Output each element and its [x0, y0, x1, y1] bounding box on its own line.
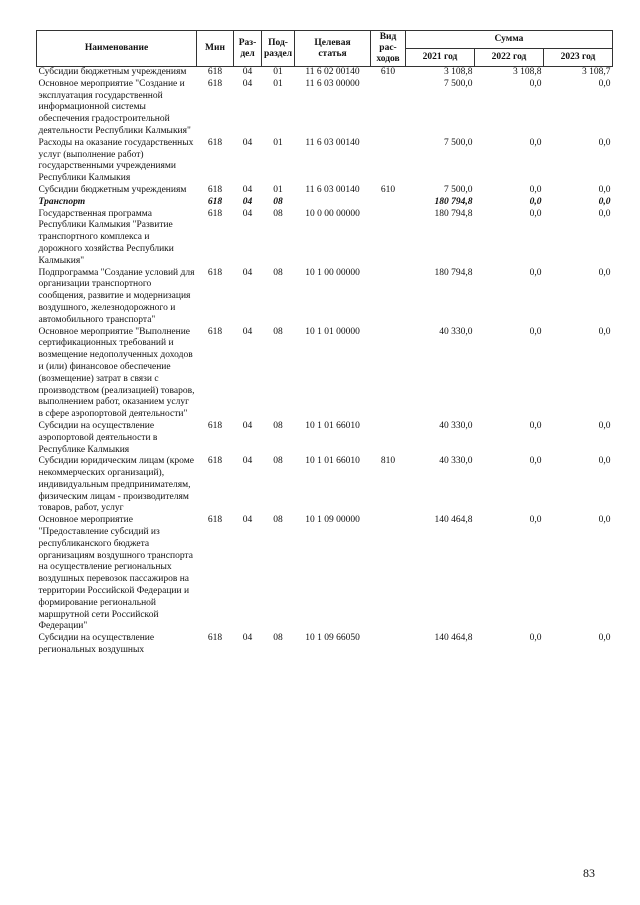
table-row: [37, 209, 613, 268]
cell-vid: [371, 79, 406, 138]
cell-name: Субсидии бюджетным учреждениям: [38, 184, 187, 195]
cell-sum-2023: 0,0: [598, 184, 611, 195]
cell-target: 10 1 01 66010: [305, 420, 360, 431]
cell-sum-2022: 0,0: [529, 420, 542, 431]
cell-podrazdel: 08: [273, 267, 283, 278]
cell-sum-2021: 140 464,8: [434, 515, 473, 526]
cell-sum-2022: 0,0: [529, 456, 542, 467]
cell-name: Субсидии юридическим лицам (кроме некоммерческих организаций), индивидуальным предпринимателям, физическим лицам - производителям товаров, работ, услуг: [38, 456, 194, 514]
col-header-name: Наименование: [37, 31, 197, 67]
document-page: [36, 30, 612, 657]
cell-sum-2022: 0,0: [529, 326, 542, 337]
cell-sum-2023: 0,0: [598, 78, 611, 89]
cell-min: 618: [207, 67, 223, 77]
cell-sum-2022: 0,0: [529, 633, 542, 644]
cell-sum-2021: 180 794,8: [434, 208, 473, 219]
cell-sum-2021: 7 500,0: [444, 184, 473, 195]
cell-sum-2021: 7 500,0: [444, 137, 473, 148]
cell-min: 618: [207, 137, 223, 148]
table-row: [37, 138, 613, 185]
cell-min: 618: [207, 420, 223, 431]
cell-vid: [371, 209, 406, 268]
cell-min: 618: [207, 78, 223, 89]
cell-razdel: 04: [242, 326, 253, 337]
cell-sum-2022: 0,0: [529, 515, 542, 526]
cell-name: Основное мероприятие "Предоставление субсидий из республиканского бюджета организациям воздушного транспорта на осуществление региональных воздушных перевозок пассажиров на территории Российской Федерации и формирование региональной маршрутной сети Российской Федерации": [38, 515, 193, 632]
cell-sum-2023: 0,0: [598, 326, 611, 337]
cell-name: Транспорт: [38, 196, 86, 207]
table-row: [37, 67, 613, 79]
cell-podrazdel: 08: [273, 633, 283, 644]
cell-sum-2023: 0,0: [598, 633, 611, 644]
col-header-razdel: Раз- дел: [234, 31, 262, 67]
cell-razdel: 04: [242, 456, 253, 467]
cell-vid: 610: [380, 184, 396, 195]
cell-razdel: 04: [242, 78, 253, 89]
cell-sum-2022: 3 108,8: [513, 67, 542, 77]
cell-sum-2021: 40 330,0: [439, 326, 473, 337]
cell-sum-2023: 0,0: [598, 456, 611, 467]
cell-podrazdel: 01: [273, 67, 283, 77]
cell-target: 11 6 02 00140: [305, 67, 360, 77]
cell-sum-2023: 0,0: [598, 420, 611, 431]
table-header: [37, 31, 613, 67]
cell-podrazdel: 08: [273, 420, 283, 431]
cell-podrazdel: 08: [273, 196, 283, 207]
cell-vid: 610: [380, 67, 396, 77]
cell-podrazdel: 08: [273, 326, 283, 337]
col-header-2023: 2023 год: [544, 49, 613, 67]
cell-podrazdel: 01: [273, 137, 283, 148]
table-row: [37, 633, 613, 657]
cell-sum-2023: 0,0: [598, 196, 611, 207]
cell-razdel: 04: [242, 67, 253, 77]
col-header-target: Целевая статья: [295, 31, 371, 67]
cell-sum-2021: 180 794,8: [434, 196, 473, 207]
cell-podrazdel: 08: [273, 515, 283, 526]
cell-sum-2022: 0,0: [529, 196, 542, 207]
cell-sum-2022: 0,0: [529, 267, 542, 278]
page-number: 83: [583, 866, 595, 880]
cell-podrazdel: 01: [273, 78, 283, 89]
cell-vid: [371, 197, 406, 209]
cell-target: 10 1 01 00000: [305, 326, 360, 337]
cell-sum-2023: 0,0: [598, 137, 611, 148]
table-row: [37, 268, 613, 327]
cell-sum-2021: 3 108,8: [444, 67, 473, 77]
cell-razdel: 04: [242, 208, 253, 219]
cell-razdel: 04: [242, 184, 253, 195]
cell-name: Основное мероприятие "Выполнение сертификационных требований и возмещение недополученных доходов и (или) финансовое обеспечение (возмещение) затрат в связи с производством (реализацией) товаров, выполнением работ, оказанием услуг в сфере аэропортовой деятельности": [38, 326, 195, 420]
cell-name: Подпрограмма "Создание условий для организации транспортного сообщения, развитие и модернизация воздушного, железнодорожного и автомобильного транспорта": [38, 267, 195, 325]
cell-sum-2021: 140 464,8: [434, 633, 473, 644]
table-row: [37, 79, 613, 138]
table-row: [37, 456, 613, 515]
cell-razdel: 04: [242, 267, 253, 278]
cell-sum-2022: 0,0: [529, 137, 542, 148]
col-header-2022: 2022 год: [475, 49, 544, 67]
cell-min: 618: [207, 208, 223, 219]
cell-sum-2022: 0,0: [529, 78, 542, 89]
cell-sum-2021: 180 794,8: [434, 267, 473, 278]
cell-razdel: 04: [242, 633, 253, 644]
table-row: [37, 421, 613, 456]
cell-vid: [371, 633, 406, 657]
col-header-sum: Сумма: [406, 31, 613, 49]
col-header-vid: Вид рас- ходов: [371, 31, 406, 67]
cell-podrazdel: 08: [273, 456, 283, 467]
cell-target: 10 1 09 66050: [305, 633, 360, 644]
cell-target: 11 6 03 00140: [305, 137, 360, 148]
table-row: [37, 197, 613, 209]
cell-target: [295, 197, 371, 209]
cell-sum-2023: 0,0: [598, 208, 611, 219]
cell-podrazdel: 08: [273, 208, 283, 219]
cell-name: Субсидии бюджетным учреждениям: [38, 67, 187, 77]
cell-razdel: 04: [242, 420, 253, 431]
cell-razdel: 04: [242, 196, 253, 207]
cell-name: Расходы на оказание государственных услуг (выполнение работ) государственными учреждениями Республики Калмыкия: [38, 137, 194, 184]
cell-target: 10 1 00 00000: [305, 267, 360, 278]
cell-min: 618: [207, 184, 223, 195]
cell-podrazdel: 01: [273, 184, 283, 195]
cell-vid: [371, 421, 406, 456]
cell-vid: [371, 327, 406, 421]
table-row: [37, 185, 613, 197]
cell-sum-2021: 40 330,0: [439, 456, 473, 467]
cell-razdel: 04: [242, 137, 253, 148]
cell-sum-2023: 0,0: [598, 267, 611, 278]
cell-sum-2021: 7 500,0: [444, 78, 473, 89]
cell-sum-2022: 0,0: [529, 184, 542, 195]
cell-sum-2023: 0,0: [598, 515, 611, 526]
col-header-podrazdel: Под- раздел: [262, 31, 295, 67]
cell-min: 618: [207, 456, 223, 467]
cell-target: 11 6 03 00140: [305, 184, 360, 195]
cell-target: 10 1 09 00000: [305, 515, 360, 526]
cell-sum-2022: 0,0: [529, 208, 542, 219]
cell-vid: 810: [380, 456, 396, 467]
table-row: [37, 515, 613, 633]
cell-sum-2021: 40 330,0: [439, 420, 473, 431]
cell-min: 618: [207, 196, 223, 207]
table-body: [37, 67, 613, 657]
cell-target: 11 6 03 00000: [305, 78, 360, 89]
cell-name: Субсидии на осуществление региональных воздушных: [38, 633, 155, 656]
cell-name: Субсидии на осуществление аэропортовой деятельности в Республике Калмыкия: [38, 420, 158, 455]
cell-target: 10 0 00 00000: [305, 208, 360, 219]
cell-vid: [371, 268, 406, 327]
cell-razdel: 04: [242, 515, 253, 526]
table-row: [37, 327, 613, 421]
cell-min: 618: [207, 515, 223, 526]
cell-name: Государственная программа Республики Калмыкия "Развитие транспортного комплекса и дорожного хозяйства Республики Калмыкия": [38, 208, 174, 266]
cell-min: 618: [207, 633, 223, 644]
cell-name: Основное мероприятие "Создание и эксплуатация государственной информационной системы обеспечения градостроительной деятельности Республики Калмыкия": [38, 78, 191, 136]
cell-vid: [371, 515, 406, 633]
col-header-min: Мин: [197, 31, 234, 67]
cell-min: 618: [207, 267, 223, 278]
col-header-2021: 2021 год: [406, 49, 475, 67]
cell-min: 618: [207, 326, 223, 337]
budget-table: [36, 30, 613, 657]
cell-sum-2023: 3 108,7: [582, 67, 611, 77]
cell-vid: [371, 138, 406, 185]
cell-target: 10 1 01 66010: [305, 456, 360, 467]
